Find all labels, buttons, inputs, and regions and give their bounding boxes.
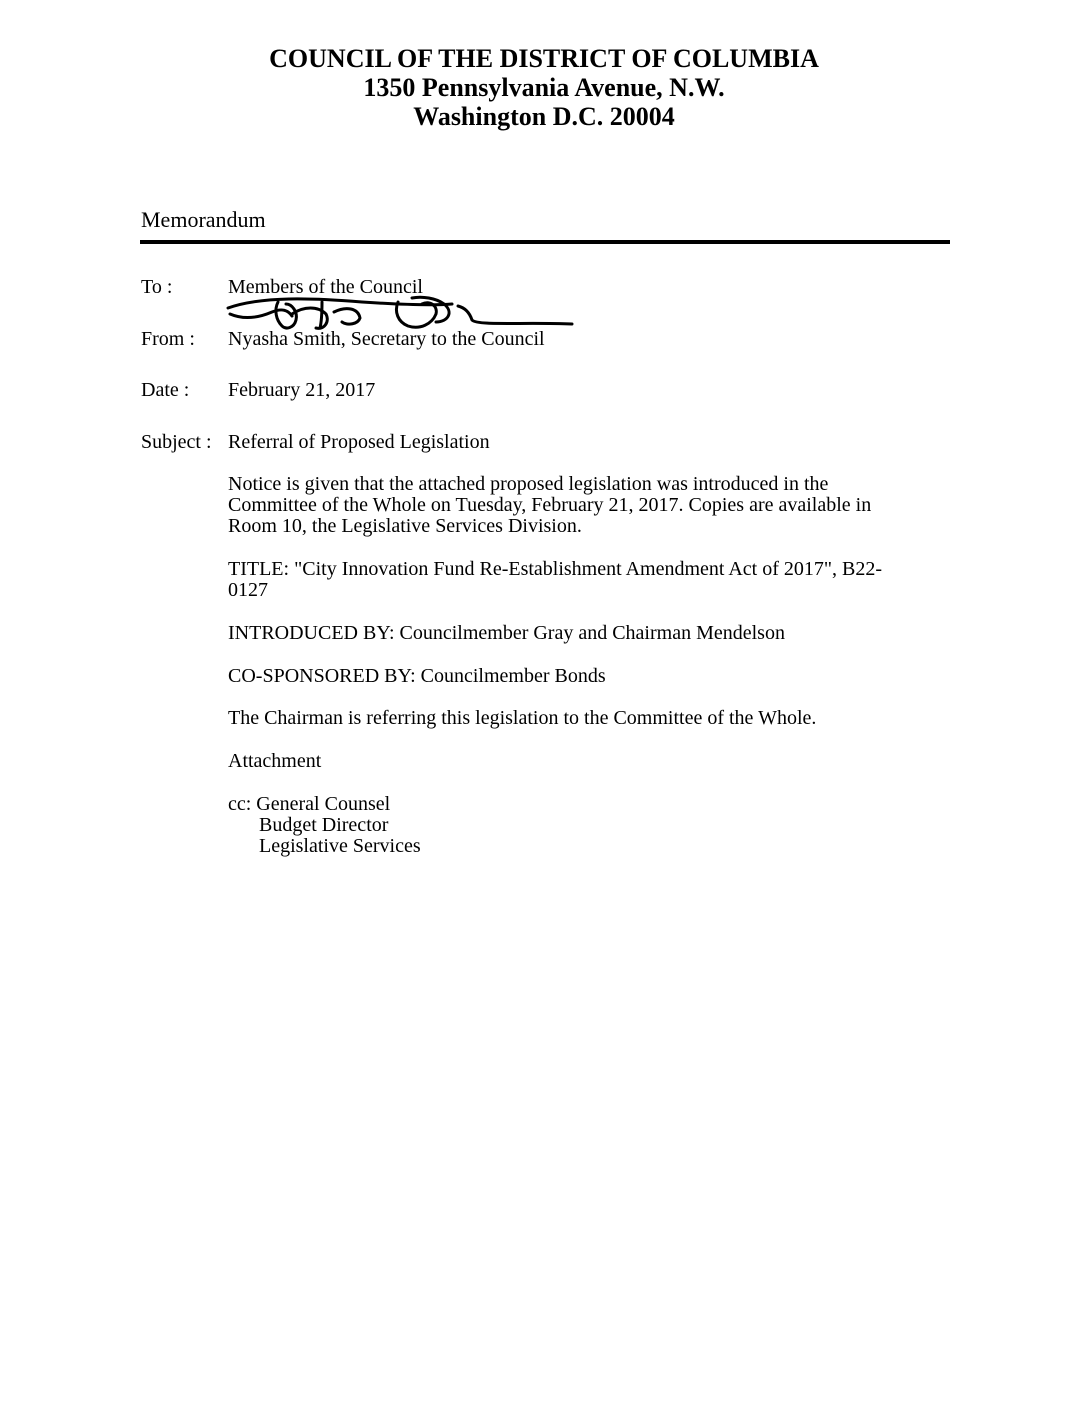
notice-line: Committee of the Whole on Tuesday, February 21, 2017. Copies are available in (228, 494, 872, 516)
referral-statement: The Chairman is referring this legislation to the Committee of the Whole. (228, 707, 817, 729)
notice-paragraph (228, 474, 928, 537)
attachment-note: Attachment (228, 750, 322, 772)
cc-list (228, 794, 421, 857)
legislation-title-line: 0127 (228, 579, 268, 601)
to-label: To : (141, 276, 173, 298)
cc-recipient: Legislative Services (259, 835, 421, 857)
letterhead-city-zip: Washington D.C. 20004 (413, 102, 675, 131)
date-label: Date : (141, 379, 190, 401)
notice-line: Notice is given that the attached proposed legislation was introduced in the (228, 473, 829, 495)
cc-recipient: Budget Director (259, 814, 389, 836)
from-label: From : (141, 328, 195, 350)
letterhead-street-address: 1350 Pennsylvania Avenue, N.W. (363, 73, 725, 102)
letterhead (0, 44, 1088, 131)
letterhead-org-name: COUNCIL OF THE DISTRICT OF COLUMBIA (269, 44, 819, 73)
cosponsored-by: CO-SPONSORED BY: Councilmember Bonds (228, 665, 606, 687)
cc-first-recipient: cc: General Counsel (228, 793, 391, 815)
from-value: Nyasha Smith, Secretary to the Council (228, 328, 545, 350)
legislation-title-line: TITLE: "City Innovation Fund Re-Establishment Amendment Act of 2017", B22- (228, 558, 883, 580)
introduced-by: INTRODUCED BY: Councilmember Gray and Chairman Mendelson (228, 622, 785, 644)
header-divider (140, 240, 950, 244)
memo-title: Memorandum (141, 207, 266, 232)
notice-line: Room 10, the Legislative Services Division. (228, 515, 582, 537)
to-value: Members of the Council (228, 276, 423, 298)
subject-value: Referral of Proposed Legislation (228, 431, 490, 453)
subject-label: Subject : (141, 431, 212, 453)
date-value: February 21, 2017 (228, 379, 376, 401)
legislation-title (228, 559, 928, 601)
